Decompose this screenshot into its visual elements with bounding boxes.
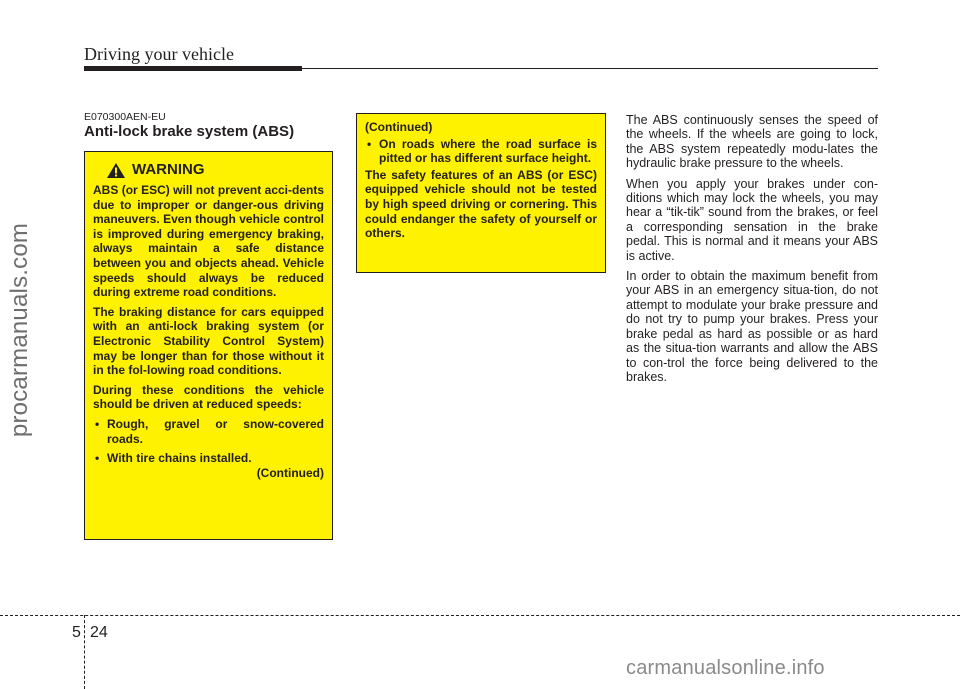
continued-paragraph: The safety features of an ABS (or ESC) equipped vehicle should not be tested by high speed driving or cornering. This could endanger the safety of yourself or others. — [365, 167, 597, 241]
warning-paragraph: ABS (or ESC) will not prevent acci-dents due to improper or danger-ous driving maneuvers. Even though vehicle control is improved during emergency braking, always maintain a safe distance between you and objects ahead. Vehicle speeds should always be reduced during extreme road conditions. — [93, 183, 324, 300]
section-code: E070300AEN-EU — [84, 111, 166, 123]
continued-bullet: • On roads where the road surface is pitted or has different surface height. — [365, 137, 597, 166]
continued-warning-box — [356, 113, 606, 273]
bottom-watermark: carmanualsonline.info — [626, 657, 825, 679]
header-bar — [84, 66, 302, 71]
footer-divider — [84, 615, 85, 689]
continued-label: (Continued) — [365, 120, 433, 134]
side-watermark — [0, 120, 40, 540]
warning-bullet: • With tire chains installed. — [93, 451, 324, 466]
warning-triangle-icon — [106, 162, 126, 179]
continued-label: (Continued) — [256, 465, 324, 480]
warning-bullet: • Rough, gravel or snow-covered roads. — [93, 417, 324, 446]
body-paragraph: In order to obtain the maximum benefit from your ABS in an emergency situa-tion, do not attempt to modulate your brake pressure and do not try to pump your brakes. Press your brake pedal as hard as possible or as hard as the situa-tion warrants and allow the ABS to con-trol the force being delivered to the brakes. — [626, 269, 878, 384]
footer-section-number: 5 — [72, 624, 81, 641]
warning-paragraph: The braking distance for cars equipped with an anti-lock braking system (or Electronic Stability Control System) may be longer than for those without it in the fol-lowing road conditions. — [93, 304, 324, 378]
warning-heading — [106, 162, 324, 179]
warning-paragraph: During these conditions the vehicle should be driven at reduced speeds: — [93, 382, 324, 412]
page-header-title: Driving your vehicle — [84, 44, 234, 64]
footer-crop-line — [0, 615, 960, 616]
body-text-column — [626, 113, 878, 390]
warning-box — [84, 151, 333, 540]
header-rule — [302, 68, 878, 69]
section-title: Anti-lock brake system (ABS) — [84, 123, 295, 140]
body-paragraph: The ABS continuously senses the speed of the wheels. If the wheels are going to lock, the ABS system repeatedly modu-lates the hydraulic brake pressure to the wheels. — [626, 113, 878, 171]
side-watermark-text: procarmanuals.com — [6, 222, 33, 438]
body-paragraph: When you apply your brakes under con-ditions which may lock the wheels, you may hear a “tik-tik” sound from the brakes, or feel a corresponding sensation in the brake pedal. This is normal and it means your ABS is active. — [626, 176, 878, 263]
warning-heading-text: WARNING — [132, 161, 205, 179]
footer-page-number: 24 — [90, 624, 108, 641]
